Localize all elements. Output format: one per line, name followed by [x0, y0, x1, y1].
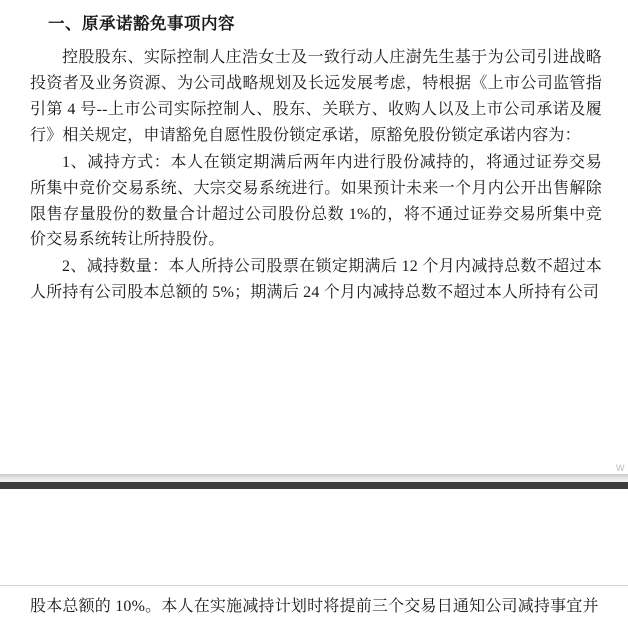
page-break-gap	[0, 489, 628, 585]
paragraph-continuation: 股本总额的 10%。本人在实施减持计划时将提前三个交易日通知公司减持事宜并	[30, 598, 599, 615]
paragraph-intro: 控股股东、实际控制人庄浩女士及一致行动人庄澍先生基于为公司引进战略投资者及业务资源、为公司战略规划及长远发展考虑，特根据《上市公司监管指引第 4 号--上市公司实际控制人、股东、关联方、收购人以及上市公司承诺及履行》相关规定，申请豁免自愿性股份锁定承诺，原豁免股份锁定承诺内容为：	[30, 49, 602, 144]
page-break-bar	[0, 482, 628, 489]
document-content	[0, 12, 628, 306]
page-break-rule	[0, 585, 628, 586]
page-break-separator	[0, 474, 628, 586]
page-break-shadow	[0, 474, 628, 482]
watermark-text: W	[616, 463, 625, 473]
paragraph-item-1: 1、减持方式：本人在锁定期满后两年内进行股份减持的，将通过证券交易所集中竞价交易系统、大宗交易系统进行。如果预计未来一个月内公开出售解除限售存量股份的数量合计超过公司股份总数 1%的，将不通过证券交易所集中竞价交易系统转让所持股份。	[30, 153, 602, 249]
document-page	[0, 12, 628, 627]
next-page-content	[0, 594, 628, 621]
section-heading: 一、原承诺豁免事项内容	[48, 14, 235, 33]
paragraph-item-2: 2、减持数量：本人所持公司股票在锁定期满后 12 个月内减持总数不超过本人所持有公司股本总额的 5%；期满后 24 个月内减持总数不超过本人所持有公司	[30, 258, 602, 302]
